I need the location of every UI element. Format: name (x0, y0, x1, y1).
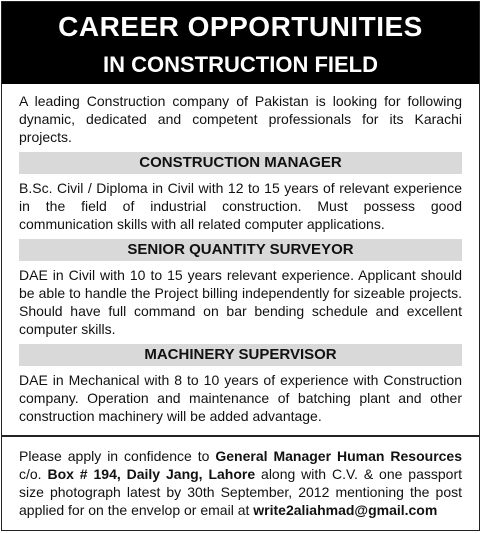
apply-recipient: General Manager Human Resources (215, 448, 463, 464)
apply-text-3: along with C.V. & one passport size photograph latest by 30th September, 2012 mentioning the post applied for on the envelop or email at (19, 466, 462, 518)
apply-email: write2aliahmad@gmail.com (253, 502, 438, 518)
position-description-construction-manager: B.Sc. Civil / Diploma in Civil with 12 to 15 years of relevant experience in the field of industrial construction. Must possess good communication skills with all related computer applications. (19, 180, 462, 232)
apply-instructions (19, 447, 462, 519)
section-divider (2, 435, 479, 437)
ad-header (2, 2, 479, 84)
ad-body (2, 84, 479, 519)
position-title-construction-manager: CONSTRUCTION MANAGER (19, 152, 462, 174)
intro-text: A leading Construction company of Pakistan is looking for following dynamic, dedicated and competent professionals for its Karachi projects. (19, 93, 462, 145)
position-description-senior-quantity-surveyor: DAE in Civil with 10 to 15 years relevant experience. Applicant should be able to handle the Project billing independently for sizeable projects. Should have full command on bar bending schedule and excellent computer skills. (19, 267, 462, 337)
ad-subtitle: IN CONSTRUCTION FIELD (103, 52, 378, 77)
ad-title: CAREER OPPORTUNITIES (58, 11, 423, 42)
apply-text-1: Please apply in confidence to (19, 448, 216, 464)
apply-text-2: c/o. (19, 466, 48, 482)
position-title-machinery-supervisor: MACHINERY SUPERVISOR (19, 344, 462, 366)
position-title-senior-quantity-surveyor: SENIOR QUANTITY SURVEYOR (19, 239, 462, 261)
job-advertisement (1, 1, 480, 531)
position-description-machinery-supervisor: DAE in Mechanical with 8 to 10 years of experience with Construction company. Operation and maintenance of batching plant and other construction machinery will be added advantage. (19, 372, 462, 424)
apply-box-address: Box # 194, Daily Jang, Lahore (47, 466, 256, 482)
